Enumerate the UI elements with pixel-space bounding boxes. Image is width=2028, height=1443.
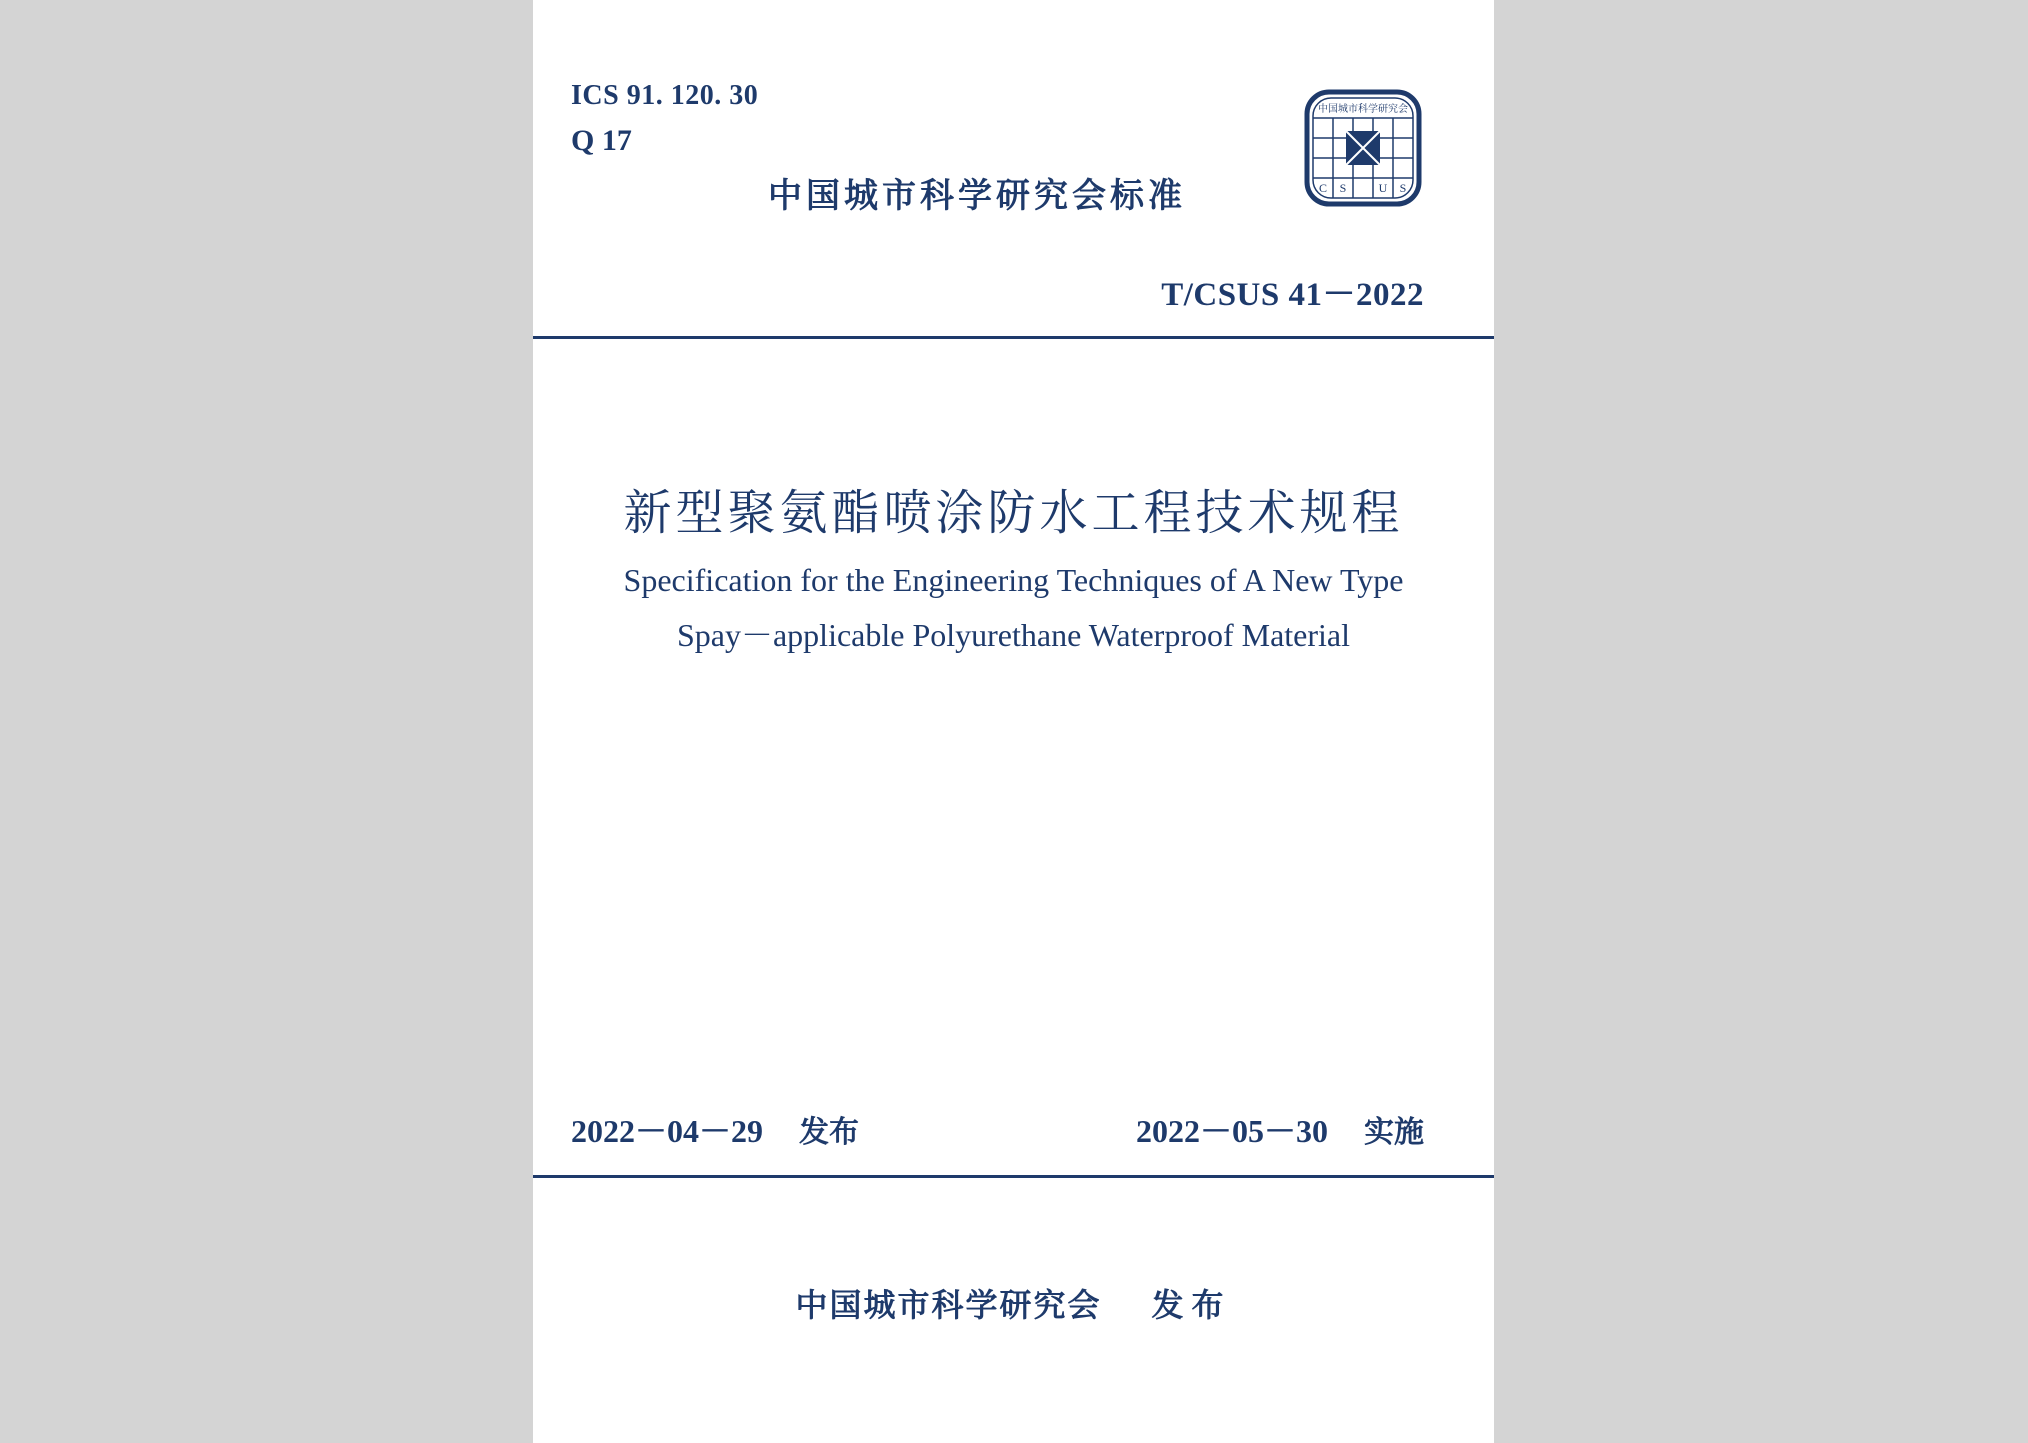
publish-label: 发布 bbox=[1151, 1286, 1232, 1324]
logo-letter-s2: S bbox=[1399, 181, 1407, 195]
title-chinese: 新型聚氨酯喷涂防水工程技术规程 bbox=[623, 485, 1404, 541]
logo-letter-s1: S bbox=[1339, 181, 1347, 195]
document-cover bbox=[533, 0, 1494, 1443]
logo-letter-c: C bbox=[1318, 181, 1328, 195]
title-english-line-2: Spay－applicable Polyurethane Waterproof Material bbox=[676, 617, 1351, 653]
csus-logo bbox=[1303, 88, 1423, 208]
logo-top-text: 中国城市科学研究会 bbox=[1318, 104, 1408, 115]
publisher-name: 中国城市科学研究会 bbox=[795, 1286, 1102, 1324]
effective-date: 2022－05－30 bbox=[1135, 1113, 1328, 1149]
effective-label: 实施 bbox=[1364, 1115, 1424, 1150]
ics-code: ICS 91. 120. 30 bbox=[571, 80, 759, 111]
publisher-line bbox=[533, 1280, 1494, 1326]
issue-date: 2022－04－29 bbox=[571, 1113, 764, 1149]
classification-code: Q 17 bbox=[571, 124, 632, 157]
effective-date-block bbox=[1136, 1106, 1424, 1152]
top-divider bbox=[533, 336, 1494, 339]
logo-letter-u: U bbox=[1378, 181, 1388, 195]
title-english-line-1: Specification for the Engineering Techniques of A New Type bbox=[623, 562, 1404, 598]
issue-date-block bbox=[571, 1106, 859, 1152]
issue-label: 发布 bbox=[799, 1115, 860, 1150]
standard-organization-heading: 中国城市科学研究会标准 bbox=[768, 176, 1186, 216]
bottom-divider bbox=[533, 1175, 1494, 1178]
standard-number: T/CSUS 41－2022 bbox=[1161, 277, 1424, 313]
